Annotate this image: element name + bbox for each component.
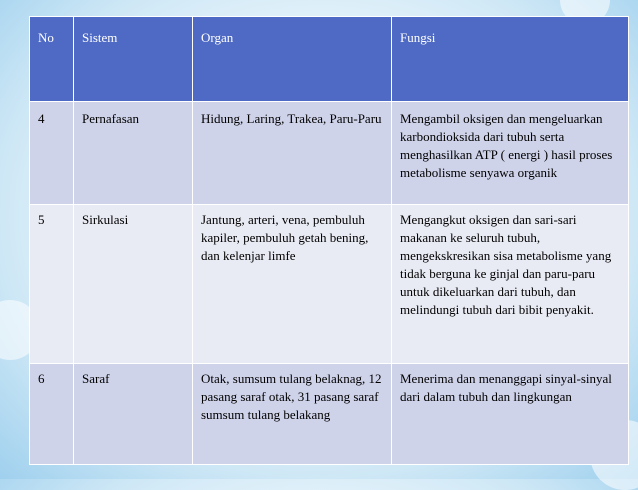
header-no: No [30,17,74,102]
header-fungsi: Fungsi [392,17,629,102]
table-header-row [30,17,629,102]
table-row [30,205,629,364]
cell-fungsi: Mengambil oksigen dan mengeluarkan karbondioksida dari tubuh serta menghasilkan ATP ( energi ) hasil proses metabolisme senyawa organik [392,102,629,205]
cell-no: 6 [30,364,74,465]
header-sistem: Sistem [74,17,193,102]
cell-fungsi: Mengangkut oksigen dan sari-sari makanan ke seluruh tubuh, mengekskresikan sisa metabolisme yang tidak berguna ke ginjal dan paru-paru untuk dikeluarkan dari tubuh, dan melindungi tubuh dari bibit penyakit. [392,205,629,364]
cell-sistem: Sirkulasi [74,205,193,364]
cell-sistem: Saraf [74,364,193,465]
table-row [30,364,629,465]
header-organ: Organ [193,17,392,102]
cell-sistem: Pernafasan [74,102,193,205]
cell-fungsi: Menerima dan menanggapi sinyal-sinyal dari dalam tubuh dan lingkungan [392,364,629,465]
organ-system-table [29,16,629,465]
cell-organ: Hidung, Laring, Trakea, Paru-Paru [193,102,392,205]
table-row [30,102,629,205]
cell-organ: Otak, sumsum tulang belaknag, 12 pasang saraf otak, 31 pasang saraf sumsum tulang belakang [193,364,392,465]
cell-organ: Jantung, arteri, vena, pembuluh kapiler, pembuluh getah bening, dan kelenjar limfe [193,205,392,364]
cell-no: 5 [30,205,74,364]
cell-no: 4 [30,102,74,205]
